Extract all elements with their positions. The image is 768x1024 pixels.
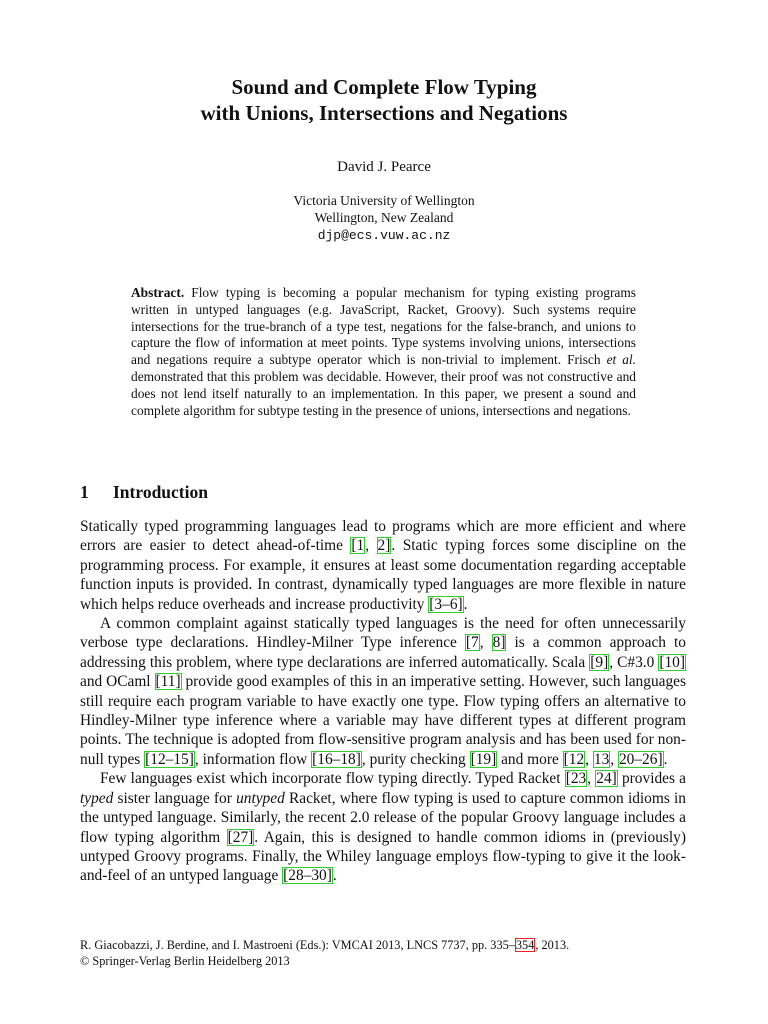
text-run: A common complaint against statically typed languages is the need for often unnecessarily verbose type declarations. Hindley-Milner Type inference bbox=[80, 615, 686, 652]
text-run: , bbox=[587, 770, 596, 788]
text-run: provides a bbox=[617, 770, 686, 788]
paragraph-2 bbox=[80, 614, 686, 769]
emphasis-typed: typed bbox=[80, 789, 114, 807]
text-run: and more bbox=[497, 750, 563, 768]
text-run: , bbox=[365, 537, 377, 555]
citation-link[interactable]: [19] bbox=[470, 750, 497, 768]
citation-link[interactable]: [1 bbox=[351, 537, 365, 555]
text-run: . bbox=[663, 750, 668, 768]
affiliation-line-1: Victoria University of Wellington bbox=[293, 193, 475, 208]
text-run: , information flow bbox=[194, 750, 312, 768]
text-run: Statically typed programming languages lead to programs which are more efficient and where errors are easier to detect ahead-of-time bbox=[80, 518, 686, 555]
body-text bbox=[80, 517, 686, 886]
text-run: , bbox=[585, 750, 593, 768]
emphasis-untyped: untyped bbox=[236, 789, 285, 807]
section-title: Introduction bbox=[113, 482, 208, 502]
citation-link[interactable]: [12 bbox=[563, 750, 585, 768]
citation-link[interactable]: [16–18] bbox=[312, 750, 361, 768]
text-run: , bbox=[479, 634, 492, 652]
citation-link[interactable]: [23 bbox=[565, 770, 587, 788]
text-run: Few languages exist which incorporate flow typing directly. Typed Racket bbox=[100, 770, 565, 788]
paper-title-line-1: Sound and Complete Flow Typing bbox=[231, 75, 537, 99]
abstract-text-cont: demonstrated that this problem was decidable. However, their proof was not constructive and does not lend itself naturally to an implementation. In this paper, we present a sound and complete algorithm for subtype testing in the presence of unions, intersections and negations. bbox=[131, 368, 636, 418]
abstract bbox=[131, 285, 636, 419]
text-run: provide good examples of this in an imperative setting. However, such languages still require each program variable to have exactly one type. Flow typing offers an alternative to Hindley-Milner type inference where a variable may have different types at different program points. The technique is adopted from flow-sensitive program analysis and has been used for non-null types bbox=[80, 673, 686, 768]
citation-link[interactable]: [27] bbox=[227, 828, 254, 846]
text-run: is a common approach to addressing this problem, where type declarations are inferred automatically. Scala bbox=[80, 634, 686, 671]
section-number: 1 bbox=[80, 482, 89, 502]
abstract-text: Flow typing is becoming a popular mechanism for typing existing programs written in untyped languages (e.g. JavaScript, Racket, Groovy). Such systems require intersections for the true-branch of a type test, negations for the false-branch, and unions to capture the flow of information at meet points. Type systems involving unions, intersections and negations require a subtype operator which is non-trivial to implement. Frisch bbox=[131, 285, 636, 368]
citation-link[interactable]: 24] bbox=[596, 770, 617, 788]
text-run: , C#3.0 bbox=[609, 653, 659, 671]
author-name: David J. Pearce bbox=[337, 159, 431, 175]
footer-citation bbox=[80, 937, 700, 953]
affiliation-line-2: Wellington, New Zealand bbox=[314, 210, 454, 225]
citation-link[interactable]: [9] bbox=[590, 653, 609, 671]
page-link[interactable]: 354 bbox=[515, 938, 535, 952]
citation-link[interactable]: 13 bbox=[593, 750, 610, 768]
footer-text-end: , 2013. bbox=[535, 938, 570, 952]
footer-text: R. Giacobazzi, J. Berdine, and I. Mastroeni (Eds.): VMCAI 2013, LNCS 7737, pp. 335– bbox=[80, 938, 515, 952]
abstract-emphasis: et al. bbox=[606, 352, 636, 368]
abstract-label: Abstract. bbox=[131, 285, 185, 300]
citation-link[interactable]: [7 bbox=[465, 634, 479, 652]
citation-link[interactable]: 20–26] bbox=[618, 750, 663, 768]
text-run: . Static typing forces some discipline on the programming process. For example, it ensures at least some documentation regarding acceptable function inputs is provided. In contrast, dynamically typed languages are more flexible in nature which helps reduce overheads and increase productivity bbox=[80, 537, 686, 613]
text-run: . Again, this is designed to handle common idioms in (previously) untyped Groovy programs. Finally, the Whiley language employs flow-typing to give it the look-and-feel of an untyped language bbox=[80, 828, 686, 885]
text-run: Racket, where flow typing is used to capture common idioms in the untyped language. Similarly, the recent 2.0 release of the popular Groovy language includes a flow typing algorithm bbox=[80, 789, 686, 846]
text-run: . bbox=[332, 867, 337, 885]
paper-title-line-2: with Unions, Intersections and Negations bbox=[200, 101, 568, 125]
citation-link[interactable]: [12–15] bbox=[145, 750, 194, 768]
paragraph-3 bbox=[80, 769, 686, 885]
citation-link[interactable]: [28–30] bbox=[283, 867, 332, 885]
citation-link[interactable]: [3–6] bbox=[429, 595, 463, 613]
citation-link[interactable]: [11] bbox=[155, 673, 181, 691]
section-heading bbox=[80, 482, 208, 503]
paragraph-1 bbox=[80, 517, 686, 614]
author-email: djp@ecs.vuw.ac.nz bbox=[317, 228, 451, 243]
citation-link[interactable]: 8] bbox=[492, 634, 506, 652]
citation-link[interactable]: [10] bbox=[659, 653, 685, 671]
citation-link[interactable]: 2] bbox=[377, 537, 391, 555]
text-run: and OCaml bbox=[80, 673, 155, 691]
text-run: , bbox=[610, 750, 618, 768]
text-run: sister language for bbox=[113, 789, 237, 807]
footer-copyright: © Springer-Verlag Berlin Heidelberg 2013 bbox=[80, 954, 290, 968]
text-run: . bbox=[463, 595, 468, 613]
text-run: , purity checking bbox=[361, 750, 470, 768]
